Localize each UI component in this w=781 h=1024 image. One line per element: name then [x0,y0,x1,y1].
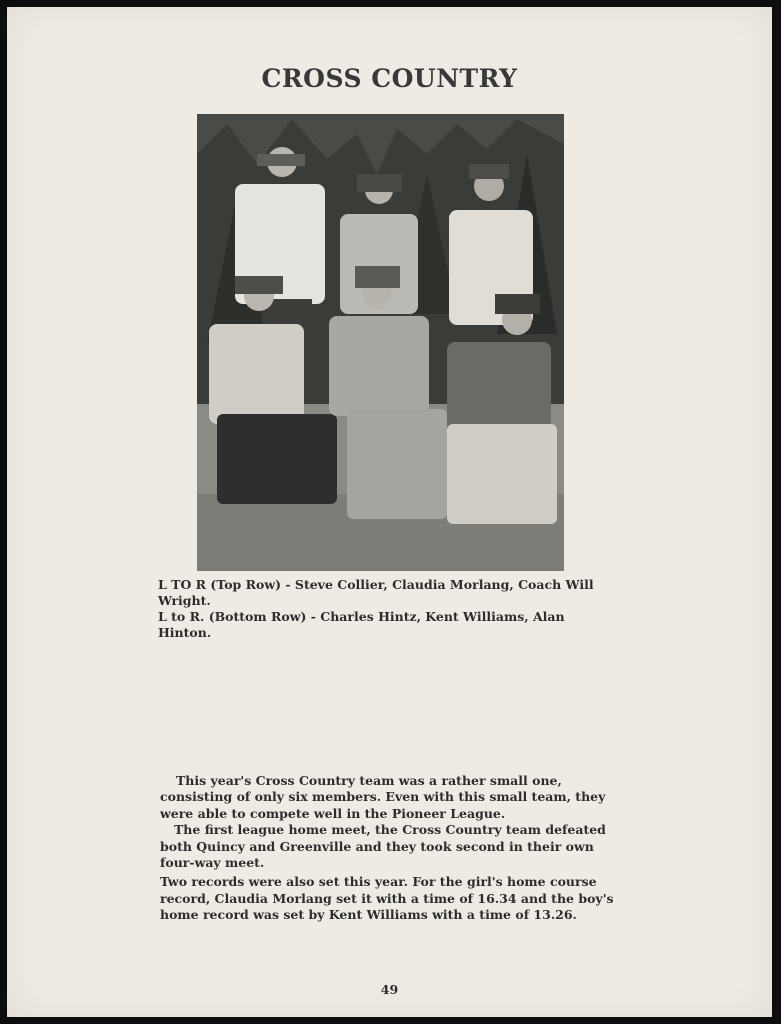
article-text [160,773,620,924]
article-paragraph-3: Two records were also set this year. For the girl's home course record, Claudia Morlang set it with a time of 16.34 and the boy's home record was set by Kent Williams with a time of 13.26. [160,874,614,923]
article-paragraph-2: The first league home meet, the Cross Country team defeated both Quincy and Greenville and they took second in their own four-way meet. [160,822,606,871]
yearbook-page [7,7,772,1017]
article-paragraph-1: This year's Cross Country team was a rather small one, consisting of only six members. Even with this small team, they were able to compete well in the Pioneer League. [160,773,606,821]
caption-bottom-row: L to R. (Bottom Row) - Charles Hintz, Kent Williams, Alan Hinton. [158,609,565,640]
team-photo-illustration [197,114,564,571]
photo-caption [158,577,618,641]
page-title: CROSS COUNTRY [261,64,518,93]
caption-top-row: L TO R (Top Row) - Steve Collier, Claudia Morlang, Coach Will Wright. [158,577,594,608]
page-number: 49 [380,982,399,997]
team-photo [197,114,564,571]
